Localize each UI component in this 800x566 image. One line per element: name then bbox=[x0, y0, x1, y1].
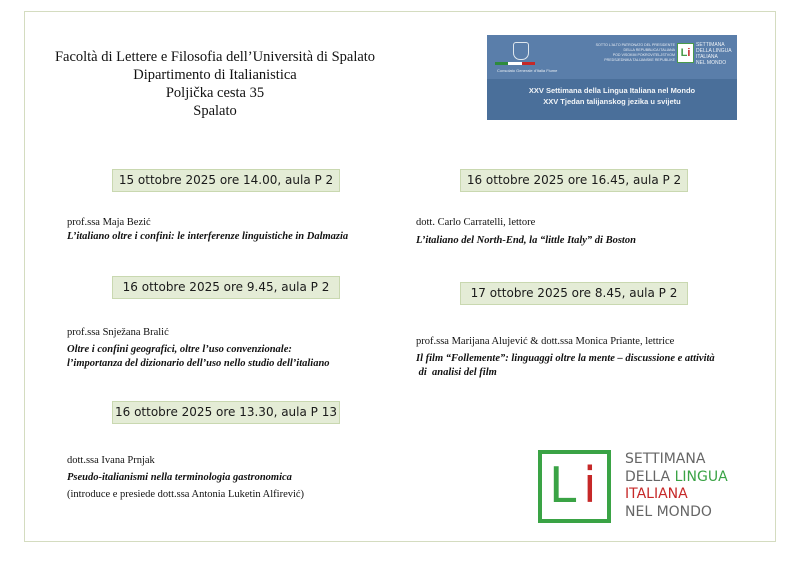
lecture-item bbox=[416, 335, 715, 380]
patronage-italian: SOTTO L'ALTO PATRONATO DEL PRESIDENTE DELLA REPUBBLICA ITALIANA bbox=[595, 43, 675, 52]
session-date-box: 16 ottobre 2025 ore 16.45, aula P 2 bbox=[460, 169, 688, 192]
settimana-logo-icon: L i bbox=[538, 450, 611, 523]
lecture-title: di analisi del film bbox=[416, 367, 497, 378]
consulate-caption: Consolato Generale d'Italia Fiume bbox=[497, 68, 558, 73]
banner-logo-text: SETTIMANA DELLA LINGUA ITALIANA NEL MONDO bbox=[696, 42, 732, 66]
lecture-item bbox=[67, 454, 304, 502]
session-date-box: 16 ottobre 2025 ore 13.30, aula P 13 bbox=[112, 401, 340, 424]
patronage-croatian: POD VISOKIM POKROVITELJSTVOM PREDSJEDNIKA TALIJANSKE REPUBLIKE bbox=[604, 53, 675, 62]
lecture-item bbox=[67, 326, 330, 371]
lecture-speaker: dott. Carlo Carratelli, lettore bbox=[416, 217, 536, 228]
banner-li-logo-icon: Li bbox=[677, 43, 694, 63]
banner-title-italian: XXV Settimana della Lingua Italiana nel Mondo bbox=[528, 86, 696, 95]
lecture-speaker: prof.ssa Marijana Alujević & dott.ssa Monica Priante, lettrice bbox=[416, 336, 675, 347]
department-name: Dipartimento di Italianistica bbox=[133, 67, 297, 83]
faculty-name: Facoltà di Lettere e Filosofia dell’Università di Spalato bbox=[54, 49, 376, 65]
patronage-text bbox=[595, 43, 675, 63]
session-date-box: 17 ottobre 2025 ore 8.45, aula P 2 bbox=[460, 282, 688, 305]
event-banner bbox=[487, 35, 737, 120]
banner-title-croatian: XXV Tjedan talijanskog jezika u svijetu bbox=[543, 97, 681, 106]
street-address: Poljička cesta 35 bbox=[165, 85, 265, 101]
lecture-title: Pseudo-italianismi nella terminologia gastronomica bbox=[67, 472, 292, 483]
session-date-box: 15 ottobre 2025 ore 14.00, aula P 2 bbox=[112, 169, 340, 192]
lecture-title: L’italiano del North-End, la “little Italy” di Boston bbox=[416, 235, 636, 246]
lecture-title: L’italiano oltre i confini: le interferenze linguistiche in Dalmazia bbox=[67, 231, 349, 242]
faculty-header bbox=[30, 48, 400, 120]
lecture-speaker: prof.ssa Maja Bezić bbox=[67, 217, 151, 228]
banner-title bbox=[487, 85, 737, 107]
lecture-item bbox=[67, 216, 348, 244]
session-date-box: 16 ottobre 2025 ore 9.45, aula P 2 bbox=[112, 276, 340, 299]
italian-flag-stripe bbox=[495, 62, 535, 65]
city: Spalato bbox=[193, 103, 237, 119]
republic-emblem-icon bbox=[513, 42, 529, 60]
lecture-title: Oltre i confini geografici, oltre l’uso convenzionale: bbox=[67, 344, 292, 355]
lecture-title: l’importanza del dizionario dell’uso nello studio dell’italiano bbox=[67, 358, 330, 369]
lecture-speaker: dott.ssa Ivana Prnjak bbox=[67, 455, 155, 466]
lecture-title: Il film “Follemente”: linguaggi oltre la mente – discussione e attività bbox=[416, 353, 715, 364]
lecture-note: (introduce e presiede dott.ssa Antonia Luketin Alfirević) bbox=[67, 489, 305, 500]
lecture-item bbox=[416, 216, 636, 248]
settimana-logo-text: SETTIMANA DELLA LINGUA ITALIANA NEL MONDO bbox=[625, 451, 728, 520]
lecture-speaker: prof.ssa Snježana Bralić bbox=[67, 327, 169, 338]
